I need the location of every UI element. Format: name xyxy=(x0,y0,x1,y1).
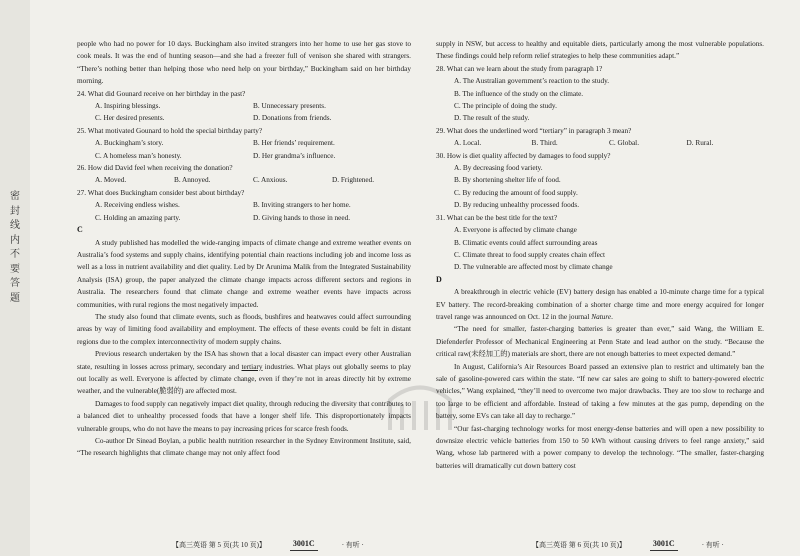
option: A. Inspiring blessings. xyxy=(95,102,161,111)
passage-c-paragraph-4: Damages to food supply can negatively impact diet quality, through reducing the diversity that contributes to a balanced diet to unhealthy processed foods that have a longer shelf life. This disproportionately impacts vulnerable groups, who do not have the means to pay increasing prices for scarce fresh foods. xyxy=(77,399,411,433)
passage-c-paragraph-1: A study published has modelled the wide-ranging impacts of climate change and extreme weather events on Australia’s food systems and supply chains, identifying potential chain reactions including job and income loss as well as a loss in nutrient availability and diet quality. Led by Dr Arunima Malik from the Integrated Sustainability Analysis (ISA) group, the paper analyzed the climate change impacts across different sectors and regions in Australia. The researchers found that climate change and extreme weather events have impacts across communities, with rural regions the most negatively impacted. xyxy=(77,238,411,309)
question-27: 27. What does Buckingham consider best about birthday? xyxy=(77,188,245,197)
seal-char: 封 xyxy=(10,205,20,217)
option: C. The principle of doing the study. xyxy=(454,102,557,111)
option: A. Receiving endless wishes. xyxy=(95,201,180,210)
seal-char: 内 xyxy=(10,234,20,246)
option: D. By reducing unhealthy processed foods. xyxy=(454,201,580,210)
option: B. Annoyed. xyxy=(174,176,211,185)
option: D. Frightened. xyxy=(332,176,375,185)
right-page-footer xyxy=(532,538,724,551)
seal-char: 不 xyxy=(10,249,20,260)
option: C. Climate threat to food supply creates chain effect xyxy=(454,250,606,259)
option: D. Giving hands to those in need. xyxy=(253,213,351,222)
option: C. A homeless man’s honesty. xyxy=(95,151,182,160)
passage-d-paragraph-3: In August, California’s Air Resources Board passed an extensive plan to restrict and ultimately ban the sale of gasoline-powered cars within the state. “If new car sales are going to shift to battery-powered electric vehicles,” Wang explained, “they’ll need to overcome two major drawbacks. They are too slow to recharge and too large to be efficient and affordable. Instead of taking a few minutes at the gas pump, depending on the battery, some EVs can take all day to recharge.” xyxy=(436,362,764,421)
passage-d-paragraph-1: A breakthrough in electric vehicle (EV) battery design has enabled a 10-minute charge time for a typical EV battery. The record-breaking combination of a shorter charge time and more energy acquired for longer travel range was announced on Oct. 12 in the journal Nature. xyxy=(436,288,764,321)
journal-name: Nature xyxy=(591,312,612,321)
question-27-options xyxy=(77,199,411,224)
option: B. Inviting strangers to her home. xyxy=(253,201,351,210)
question-28-options xyxy=(436,75,764,125)
option: A. Moved. xyxy=(95,176,127,185)
underlined-word: tertiary xyxy=(241,362,263,371)
option: B. The influence of the study on the climate. xyxy=(454,89,584,98)
question-26: 26. How did David feel when receiving the donation? xyxy=(77,164,233,173)
seal-char: 线 xyxy=(10,220,20,231)
option: C. Anxious. xyxy=(253,176,288,185)
option: B. Third. xyxy=(531,139,558,148)
seal-line-notice xyxy=(8,190,22,306)
option: D. The vulnerable are affected most by climate change xyxy=(454,263,613,272)
option: B. By shortening shelter life of food. xyxy=(454,176,561,185)
left-page-footer xyxy=(172,538,364,551)
option: A. Local. xyxy=(454,139,482,148)
passage-b-ending: people who had no power for 10 days. Buckingham also invited strangers into her home to use her gas stove to cook meals. It was the end of hunting season—and she had a freezer full of venison she shared with strangers. “There’s nothing better than helping those who need help on your birthday,” Buckingham said on her birthday morning. xyxy=(77,40,411,86)
passage-c-paragraph-2: The study also found that climate events, such as floods, bushfires and heatwaves could affect surrounding areas by way of limiting food availability and employment. The effects of these events could be felt in distant regions due to the complex interconnectivity of modern supply chains. xyxy=(77,312,411,346)
option: D. The result of the study. xyxy=(454,114,530,123)
option: B. Unnecessary presents. xyxy=(253,102,326,111)
option: D. Her grandma’s influence. xyxy=(253,151,336,160)
option: C. By reducing the amount of food supply. xyxy=(454,188,578,197)
question-29-options xyxy=(436,137,764,149)
brand-label: · 有听 · xyxy=(701,540,724,549)
question-30: 30. How is diet quality affected by damages to food supply? xyxy=(436,151,611,160)
option: D. Rural. xyxy=(686,139,714,148)
passage-c-paragraph-3: Previous research undertaken by the ISA has shown that a local disaster can impact every other Australian state, resulting in losses across primary, secondary and tertiary industries. What plays out globally seems to play out locally as well. Everyone is affected by climate change, even if they’re not in areas directly hit by extreme weather, and the vulnerable(脆弱的) are affected most. xyxy=(77,350,412,396)
question-25: 25. What motivated Gounard to hold the special birthday party? xyxy=(77,126,263,135)
question-28: 28. What can we learn about the study from paragraph 1? xyxy=(436,64,603,73)
section-heading-c: C xyxy=(77,225,83,235)
option: A. By decreasing food variety. xyxy=(454,164,543,173)
option: D. Donations from friends. xyxy=(253,114,332,123)
exam-code: 3001C xyxy=(650,538,678,551)
passage-c-paragraph-5: Co-author Dr Sinead Boylan, a public health nutrition researcher in the Sydney Environment Institute, said, “The research highlights that climate change may not only affect food xyxy=(77,437,411,458)
option: C. Global. xyxy=(609,139,640,148)
question-24-options xyxy=(77,100,411,125)
option: B. Her friends’ requirement. xyxy=(253,139,335,148)
option: B. Climatic events could affect surrounding areas xyxy=(454,238,598,247)
section-heading-d: D xyxy=(436,274,442,284)
question-25-options xyxy=(77,137,411,162)
question-30-options xyxy=(436,162,764,212)
page-number-label: 【高三英语 第 6 页(共 10 页)】 xyxy=(532,540,626,549)
passage-d-paragraph-4: “Our fast-charging technology works for most energy-dense batteries and will open a new possibility to downsize electric vehicle batteries from 150 to 50 kWh without causing drivers to feel range anxiety,” said Wang, whose lab partnered with a power company to develop the technology. “The smaller, faster-charging batteries will dramatically cut down battery cost xyxy=(436,424,764,470)
brand-label: · 有听 · xyxy=(341,540,364,549)
question-31: 31. What can be the best title for the text? xyxy=(436,213,558,222)
binding-margin xyxy=(0,0,30,556)
question-29: 29. What does the underlined word “tertiary” in paragraph 3 mean? xyxy=(436,126,632,135)
option: A. The Australian government’s reaction to the study. xyxy=(454,77,610,86)
seal-char: 密 xyxy=(10,191,20,202)
question-24: 24. What did Gounard receive on her birthday in the past? xyxy=(77,89,246,98)
question-26-options xyxy=(77,174,411,186)
option: C. Holding an amazing party. xyxy=(95,213,181,222)
question-31-options xyxy=(436,224,764,274)
option: C. Her desired presents. xyxy=(95,114,165,123)
passage-d-paragraph-2: “The need for smaller, faster-charging batteries is greater than ever,” said Wang, the William E. Diefenderfer Professor of Mechanical Engineering at Penn State and lead author on the study. “Because the critical raw(未经加工的) materials are short, there are not enough batteries to meet expected demand.” xyxy=(436,325,764,359)
seal-char: 要 xyxy=(10,263,20,275)
option: A. Buckingham’s story. xyxy=(95,139,164,148)
option: A. Everyone is affected by climate change xyxy=(454,226,577,235)
page-number-label: 【高三英语 第 5 页(共 10 页)】 xyxy=(172,540,266,549)
left-column xyxy=(77,38,411,460)
seal-char: 答 xyxy=(10,278,20,289)
right-column xyxy=(436,38,764,472)
exam-code: 3001C xyxy=(290,538,318,551)
seal-char: 题 xyxy=(10,292,20,304)
passage-c-ending: supply in NSW, but access to healthy and equitable diets, particularly among the most vulnerable populations. These findings could help reform relief strategies to help these communities adapt.” xyxy=(436,40,764,61)
